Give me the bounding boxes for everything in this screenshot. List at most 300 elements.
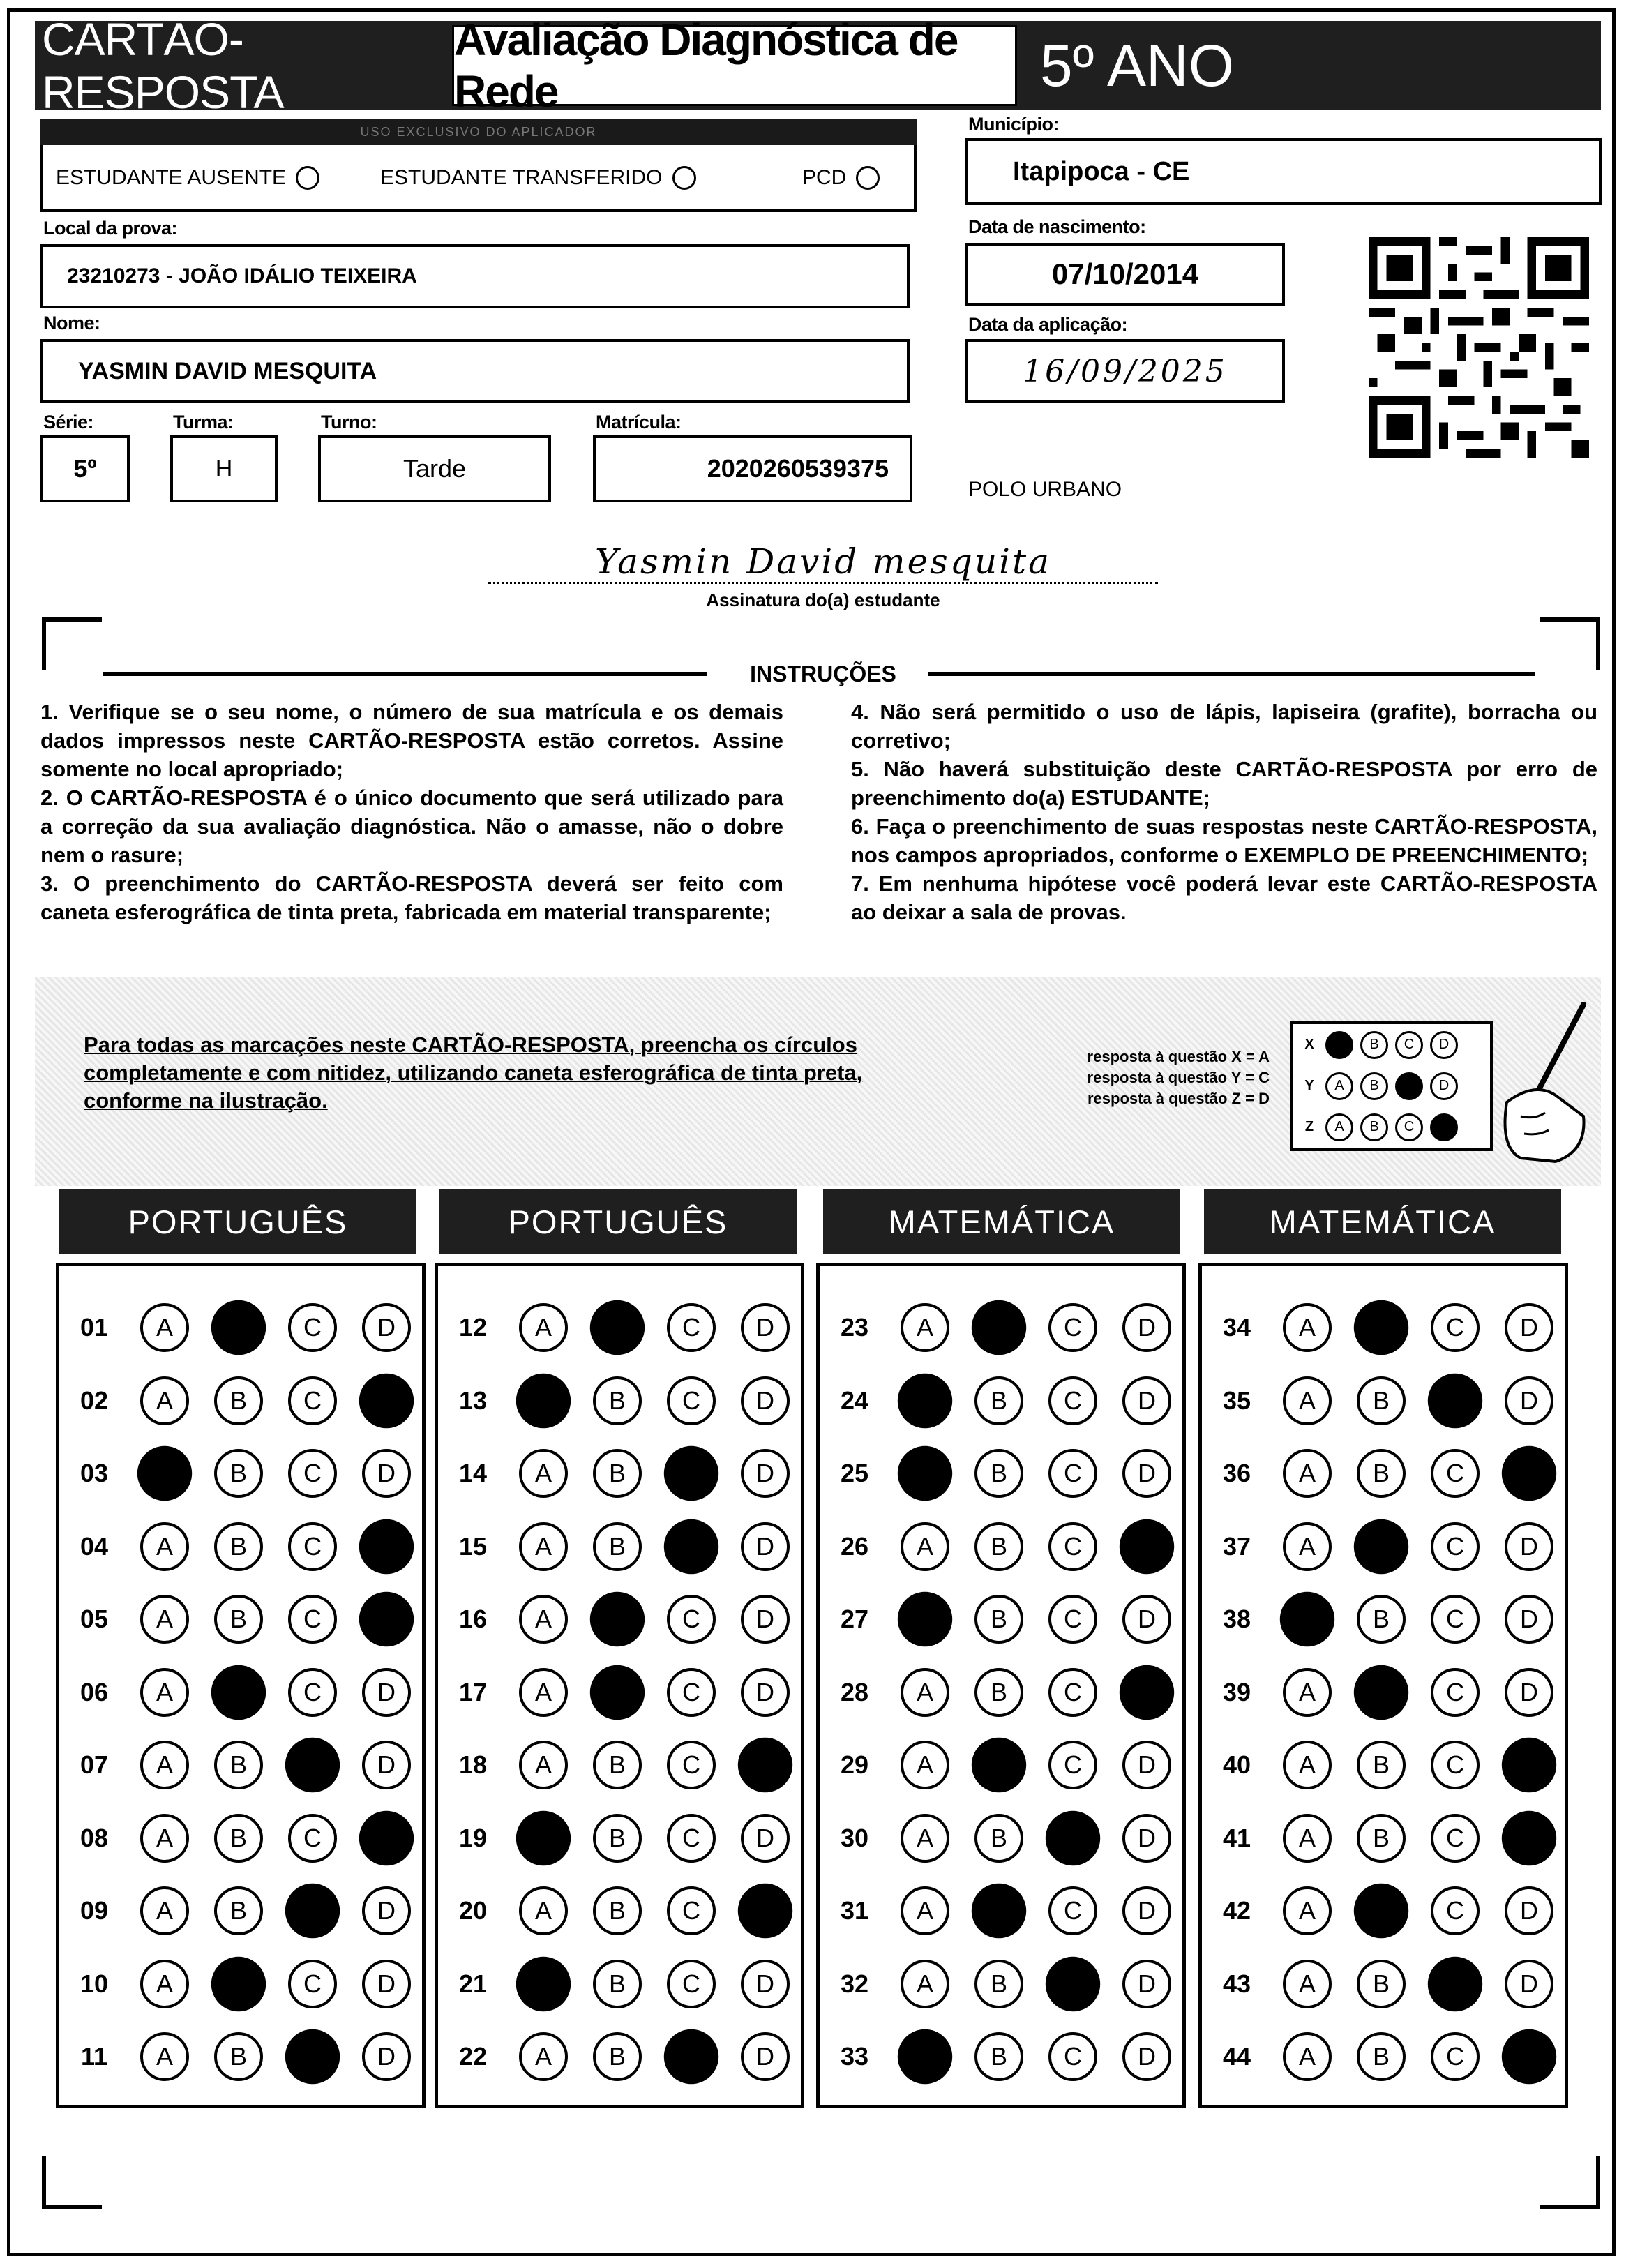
example-row-key: X xyxy=(1304,1037,1314,1052)
turma-field: H xyxy=(170,435,278,502)
answer-bubble-c[interactable]: C xyxy=(667,1741,716,1789)
answer-bubble-b[interactable]: B xyxy=(974,1960,1023,2008)
question-row xyxy=(834,1737,1171,1793)
example-legend-item: resposta à questão Y = C xyxy=(1087,1069,1270,1086)
answer-bubble-d[interactable]: D xyxy=(1502,1738,1556,1792)
answer-bubble-d[interactable]: D xyxy=(1122,1886,1171,1935)
answer-bubble-d[interactable]: D xyxy=(741,1668,790,1717)
answer-bubble-a[interactable]: A xyxy=(140,1741,189,1789)
answer-bubble-a[interactable]: A xyxy=(898,2029,952,2084)
answer-bubble-a[interactable]: A xyxy=(516,1373,571,1427)
answer-bubble-b[interactable]: B xyxy=(214,1886,263,1935)
answer-bubble-d[interactable]: D xyxy=(362,1303,411,1352)
question-row xyxy=(1216,2029,1553,2085)
question-row xyxy=(73,1810,411,1866)
question-number: 22 xyxy=(458,2042,488,2071)
answer-bubble-d[interactable]: D xyxy=(741,1376,790,1425)
absent-option[interactable] xyxy=(56,166,319,190)
answer-bubble-c[interactable]: C xyxy=(1431,1449,1480,1498)
instructions-title: INSTRUÇÕES xyxy=(750,661,896,686)
corner-bracket-tr xyxy=(1540,617,1600,670)
example-legend-item: resposta à questão Z = D xyxy=(1087,1090,1270,1107)
answer-bubble-c[interactable]: C xyxy=(664,1519,718,1573)
example-bubble: A xyxy=(1325,1072,1353,1100)
answer-bubble-c[interactable]: C xyxy=(664,2029,718,2084)
pcd-label: PCD xyxy=(802,166,847,189)
answer-bubble-b[interactable]: B xyxy=(1357,1449,1406,1498)
status-strip: USO EXCLUSIVO DO APLICADOR xyxy=(40,119,917,145)
question-number: 10 xyxy=(80,1969,109,1998)
answer-bubble-a[interactable]: A xyxy=(898,1373,952,1427)
answer-bubble-a[interactable]: A xyxy=(137,1446,192,1501)
question-number: 38 xyxy=(1222,1605,1251,1633)
instruction-item: 1. Verifique se o seu nome, o número de sua matrícula e os demais dados impressos neste CARTÃO-RESPOSTA estão corretos. Assine somente no local apropriado; xyxy=(40,700,783,781)
question-row xyxy=(834,1956,1171,2012)
answer-bubble-b[interactable]: B xyxy=(974,1595,1023,1644)
question-row xyxy=(452,1883,790,1939)
nome-label: Nome: xyxy=(43,313,100,333)
answer-bubble-a[interactable]: A xyxy=(1283,1522,1332,1571)
polo-label: POLO URBANO xyxy=(968,478,1122,501)
answer-bubble-a[interactable]: A xyxy=(1283,1449,1332,1498)
instruction-item: 7. Em nenhuma hipótese você poderá levar este CARTÃO-RESPOSTA ao deixar a sala de provas. xyxy=(851,871,1597,924)
instruction-item: 2. O CARTÃO-RESPOSTA é o único documento que será utilizado para a correção da sua avaliação diagnóstica. Não o amasse, não o dobre nem o rasure; xyxy=(40,786,783,867)
answer-bubble-d[interactable]: D xyxy=(1122,1376,1171,1425)
answer-bubble-c[interactable]: C xyxy=(288,1595,337,1644)
transferred-option[interactable] xyxy=(380,166,696,190)
answer-bubble-b[interactable]: B xyxy=(972,1884,1026,1938)
question-number: 42 xyxy=(1222,1896,1251,1925)
question-number: 13 xyxy=(458,1385,488,1415)
answer-bubble-d[interactable]: D xyxy=(1502,2029,1556,2084)
instruction-item: 5. Não haverá substituição deste CARTÃO-RESPOSTA por erro de preenchimento do(a) ESTUDANTE; xyxy=(851,757,1597,810)
answer-bubble-a[interactable]: A xyxy=(519,1668,568,1717)
answer-bubble-d[interactable]: D xyxy=(362,1449,411,1498)
instructions-rule-right xyxy=(928,672,1535,676)
section-answer-box xyxy=(56,1263,426,2108)
answer-bubble-b[interactable]: B xyxy=(214,1814,263,1863)
answer-bubble-a[interactable]: A xyxy=(140,1886,189,1935)
answer-bubble-d[interactable]: D xyxy=(741,1814,790,1863)
turma-label: Turma: xyxy=(173,412,234,433)
example-row-key: Z xyxy=(1304,1119,1314,1134)
answer-bubble-b[interactable]: B xyxy=(214,1449,263,1498)
question-row xyxy=(834,1300,1171,1355)
question-number: 07 xyxy=(80,1750,109,1779)
question-number: 34 xyxy=(1222,1313,1251,1342)
answer-bubble-c[interactable]: C xyxy=(667,1303,716,1352)
answer-bubble-c[interactable]: C xyxy=(1431,1595,1480,1644)
answer-bubble-a[interactable]: A xyxy=(1283,1376,1332,1425)
qr-code xyxy=(1369,237,1589,458)
answer-bubble-b[interactable]: B xyxy=(211,1300,266,1355)
answer-bubble-d[interactable]: D xyxy=(1122,1741,1171,1789)
question-row xyxy=(1216,1373,1553,1429)
answer-bubble-d[interactable]: D xyxy=(1120,1665,1174,1719)
question-number: 14 xyxy=(458,1459,488,1487)
answer-bubble-b[interactable]: B xyxy=(593,1886,642,1935)
answer-bubble-a[interactable]: A xyxy=(901,1522,949,1571)
answer-bubble-c[interactable]: C xyxy=(1428,1956,1482,2011)
answer-bubble-d[interactable]: D xyxy=(362,1960,411,2008)
answer-bubble-a[interactable]: A xyxy=(519,1303,568,1352)
question-number: 29 xyxy=(840,1750,869,1779)
answer-bubble-b[interactable]: B xyxy=(972,1300,1026,1355)
answer-bubble-c[interactable]: C xyxy=(1431,1522,1480,1571)
answer-bubble-a[interactable]: A xyxy=(1283,2032,1332,2081)
answer-bubble-c[interactable]: C xyxy=(1431,1303,1480,1352)
answer-bubble-a[interactable]: A xyxy=(898,1592,952,1646)
answer-bubble-c[interactable]: C xyxy=(667,1960,716,2008)
answer-bubble-b[interactable]: B xyxy=(593,1522,642,1571)
question-number: 01 xyxy=(80,1313,109,1342)
answer-bubble-b[interactable]: B xyxy=(1354,1300,1408,1355)
grade-label: 5º ANO xyxy=(1039,32,1235,98)
signature-label: Assinatura do(a) estudante xyxy=(706,589,940,610)
answer-bubble-c[interactable]: C xyxy=(1431,1668,1480,1717)
answer-bubble-b[interactable]: B xyxy=(593,1741,642,1789)
answer-bubble-c[interactable]: C xyxy=(288,1303,337,1352)
answer-bubble-c[interactable]: C xyxy=(667,1886,716,1935)
answer-bubble-a[interactable]: A xyxy=(140,1303,189,1352)
question-row xyxy=(452,1810,790,1866)
answer-bubble-c[interactable]: C xyxy=(285,1738,340,1792)
answer-bubble-d[interactable]: D xyxy=(1122,1303,1171,1352)
question-number: 24 xyxy=(840,1385,869,1415)
answer-bubble-d[interactable]: D xyxy=(741,2032,790,2081)
answer-bubble-b[interactable]: B xyxy=(593,1814,642,1863)
answer-bubble-b[interactable]: B xyxy=(1357,1741,1406,1789)
answer-bubble-d[interactable]: D xyxy=(1122,1960,1171,2008)
answer-bubble-c[interactable]: C xyxy=(667,1668,716,1717)
pcd-bubble[interactable] xyxy=(856,166,880,190)
answer-bubble-d[interactable]: D xyxy=(359,1373,414,1427)
matricula-label: Matrícula: xyxy=(596,412,682,433)
answer-bubble-a[interactable]: A xyxy=(516,1956,571,2011)
answer-bubble-b[interactable]: B xyxy=(972,1738,1026,1792)
section-answer-box xyxy=(816,1263,1186,2108)
municipio-field: Itapipoca - CE xyxy=(965,138,1602,205)
example-bubble: B xyxy=(1360,1072,1388,1100)
transferred-label: ESTUDANTE TRANSFERIDO xyxy=(380,166,663,189)
answer-bubble-a[interactable]: A xyxy=(901,1668,949,1717)
answer-bubble-b[interactable]: B xyxy=(1357,1376,1406,1425)
answer-bubble-b[interactable]: B xyxy=(974,1668,1023,1717)
section-header: MATEMÁTICA xyxy=(1204,1189,1561,1254)
answer-bubble-b[interactable]: B xyxy=(590,1592,645,1646)
question-number: 19 xyxy=(458,1823,488,1852)
question-row xyxy=(834,1591,1171,1647)
answer-bubble-b[interactable]: B xyxy=(590,1300,645,1355)
answer-bubble-a[interactable]: A xyxy=(1283,1303,1332,1352)
answer-bubble-d[interactable]: D xyxy=(1502,1446,1556,1501)
answer-bubble-c[interactable]: C xyxy=(1048,1741,1097,1789)
question-number: 18 xyxy=(458,1750,488,1779)
answer-bubble-b[interactable]: B xyxy=(1357,1814,1406,1863)
answer-bubble-b[interactable]: B xyxy=(1354,1665,1408,1719)
example-row xyxy=(1293,1024,1490,1065)
corner-bracket-tl xyxy=(42,617,102,670)
instruction-item: 3. O preenchimento do CARTÃO-RESPOSTA deverá ser feito com caneta esferográfica de tinta preta, fabricada em material transparente; xyxy=(40,871,783,924)
question-number: 27 xyxy=(840,1605,869,1633)
answer-bubble-b[interactable]: B xyxy=(974,1814,1023,1863)
answer-bubble-c[interactable]: C xyxy=(1048,1595,1097,1644)
answer-bubble-a[interactable]: A xyxy=(140,1960,189,2008)
answer-bubble-d[interactable]: D xyxy=(1122,1449,1171,1498)
answer-bubble-a[interactable]: A xyxy=(1280,1592,1334,1646)
answer-bubble-d[interactable]: D xyxy=(362,1741,411,1789)
question-number: 35 xyxy=(1222,1385,1251,1415)
turno-label: Turno: xyxy=(321,412,377,433)
exam-title: Avaliação Diagnóstica de Rede xyxy=(452,25,1017,106)
example-bubble: B xyxy=(1360,1113,1388,1141)
answer-bubble-b[interactable]: B xyxy=(1357,1595,1406,1644)
answer-bubble-c[interactable]: C xyxy=(1048,1522,1097,1571)
answer-bubble-c[interactable]: C xyxy=(288,1960,337,2008)
question-number: 44 xyxy=(1222,2042,1251,2071)
answer-bubble-a[interactable]: A xyxy=(519,1595,568,1644)
question-row xyxy=(73,1956,411,2012)
corner-bracket-br xyxy=(1540,2156,1600,2209)
answer-bubble-b[interactable]: B xyxy=(214,2032,263,2081)
answer-bubble-a[interactable]: A xyxy=(1283,1960,1332,2008)
answer-bubble-d[interactable]: D xyxy=(738,1738,792,1792)
answer-bubble-d[interactable]: D xyxy=(741,1449,790,1498)
question-number: 37 xyxy=(1222,1531,1251,1561)
instructions-rule-left xyxy=(103,672,707,676)
example-bubble: A xyxy=(1325,1113,1353,1141)
question-number: 32 xyxy=(840,1969,869,1998)
answer-bubble-a[interactable]: A xyxy=(140,1376,189,1425)
serie-label: Série: xyxy=(43,412,94,433)
answer-bubble-c[interactable]: C xyxy=(667,1814,716,1863)
answer-bubble-d[interactable]: D xyxy=(741,1303,790,1352)
question-number: 36 xyxy=(1222,1459,1251,1487)
answer-bubble-d[interactable]: D xyxy=(362,1668,411,1717)
answer-bubble-c[interactable]: C xyxy=(288,1668,337,1717)
answer-bubble-b[interactable]: B xyxy=(214,1595,263,1644)
question-number: 25 xyxy=(840,1459,869,1487)
answer-bubble-d[interactable]: D xyxy=(1505,1376,1553,1425)
absent-bubble[interactable] xyxy=(296,166,319,190)
question-row xyxy=(834,1445,1171,1501)
question-row xyxy=(73,1519,411,1575)
example-bubble: D xyxy=(1430,1113,1458,1141)
question-row xyxy=(73,1883,411,1939)
answer-bubble-c[interactable]: C xyxy=(667,1595,716,1644)
section-answer-box xyxy=(1198,1263,1568,2108)
section-header: MATEMÁTICA xyxy=(823,1189,1180,1254)
answer-bubble-b[interactable]: B xyxy=(1357,2032,1406,2081)
local-label: Local da prova: xyxy=(43,218,178,239)
question-number: 28 xyxy=(840,1677,869,1706)
question-row xyxy=(834,1810,1171,1866)
answer-bubble-b[interactable]: B xyxy=(214,1376,263,1425)
answer-bubble-c[interactable]: C xyxy=(1048,1449,1097,1498)
answer-bubble-d[interactable]: D xyxy=(362,2032,411,2081)
answer-bubble-c[interactable]: C xyxy=(664,1446,718,1501)
answer-bubble-a[interactable]: A xyxy=(898,1446,952,1501)
answer-bubble-d[interactable]: D xyxy=(1505,1303,1553,1352)
section-answer-box xyxy=(435,1263,804,2108)
answer-bubble-b[interactable]: B xyxy=(211,1665,266,1719)
answer-bubble-a[interactable]: A xyxy=(519,1522,568,1571)
answer-bubble-a[interactable]: A xyxy=(140,2032,189,2081)
answer-bubble-c[interactable]: C xyxy=(1431,2032,1480,2081)
answer-bubble-a[interactable]: A xyxy=(901,1960,949,2008)
example-row-key: Y xyxy=(1304,1078,1314,1093)
answer-bubble-c[interactable]: C xyxy=(1431,1814,1480,1863)
question-row xyxy=(452,1956,790,2012)
question-number: 43 xyxy=(1222,1969,1251,1998)
question-row xyxy=(452,1665,790,1720)
answer-bubble-b[interactable]: B xyxy=(214,1522,263,1571)
answer-bubble-d[interactable]: D xyxy=(1505,1886,1553,1935)
signature: Yasmin David mesquita xyxy=(488,537,1158,584)
pcd-option[interactable] xyxy=(802,166,880,190)
question-row xyxy=(1216,1445,1553,1501)
answer-bubble-c[interactable]: C xyxy=(288,1449,337,1498)
question-row xyxy=(834,2029,1171,2085)
question-number: 02 xyxy=(80,1385,109,1415)
matricula-field: 2020260539375 xyxy=(593,435,912,502)
answer-bubble-c[interactable]: C xyxy=(1048,1376,1097,1425)
answer-bubble-b[interactable]: B xyxy=(1354,1884,1408,1938)
nome-field: YASMIN DAVID MESQUITA xyxy=(40,339,910,403)
aplicacao-label: Data da aplicação: xyxy=(968,314,1128,335)
answer-bubble-b[interactable]: B xyxy=(593,1960,642,2008)
answer-bubble-c[interactable]: C xyxy=(288,1376,337,1425)
question-number: 12 xyxy=(458,1313,488,1342)
answer-bubble-a[interactable]: A xyxy=(519,2032,568,2081)
answer-bubble-a[interactable]: A xyxy=(901,1814,949,1863)
question-row xyxy=(1216,1591,1553,1647)
answer-bubble-d[interactable]: D xyxy=(1122,1595,1171,1644)
answer-bubble-d[interactable]: D xyxy=(741,1595,790,1644)
question-number: 39 xyxy=(1222,1677,1251,1706)
answer-bubble-d[interactable]: D xyxy=(738,1884,792,1938)
answer-bubble-b[interactable]: B xyxy=(593,1376,642,1425)
question-row xyxy=(452,2029,790,2085)
answer-bubble-a[interactable]: A xyxy=(519,1741,568,1789)
answer-bubble-c[interactable]: C xyxy=(288,1814,337,1863)
nascimento-field: 07/10/2014 xyxy=(965,243,1285,306)
answer-bubble-c[interactable]: C xyxy=(1046,1810,1100,1865)
answer-bubble-c[interactable]: C xyxy=(288,1522,337,1571)
answer-bubble-a[interactable]: A xyxy=(140,1668,189,1717)
question-row xyxy=(73,2029,411,2085)
question-number: 11 xyxy=(80,2042,108,2071)
answer-bubble-d[interactable]: D xyxy=(1502,1810,1556,1865)
answer-bubble-c[interactable]: C xyxy=(285,1884,340,1938)
answer-bubble-c[interactable]: C xyxy=(1048,1668,1097,1717)
answer-bubble-a[interactable]: A xyxy=(519,1886,568,1935)
answer-bubble-a[interactable]: A xyxy=(140,1522,189,1571)
answer-bubble-d[interactable]: D xyxy=(1120,1519,1174,1573)
local-field: 23210273 - JOÃO IDÁLIO TEIXEIRA xyxy=(40,244,910,308)
answer-bubble-a[interactable]: A xyxy=(1283,1741,1332,1789)
answer-bubble-c[interactable]: C xyxy=(1046,1956,1100,2011)
question-row xyxy=(1216,1665,1553,1720)
answer-bubble-b[interactable]: B xyxy=(1357,1960,1406,2008)
example-bubble: D xyxy=(1430,1031,1458,1059)
answer-bubble-d[interactable]: D xyxy=(1122,2032,1171,2081)
answer-bubble-d[interactable]: D xyxy=(741,1522,790,1571)
example-grid xyxy=(1290,1021,1493,1151)
answer-bubble-d[interactable]: D xyxy=(359,1810,414,1865)
answer-bubble-a[interactable]: A xyxy=(1283,1814,1332,1863)
answer-bubble-b[interactable]: B xyxy=(593,2032,642,2081)
answer-bubble-a[interactable]: A xyxy=(901,1886,949,1935)
answer-bubble-b[interactable]: B xyxy=(974,1522,1023,1571)
answer-bubble-a[interactable]: A xyxy=(901,1741,949,1789)
answer-bubble-c[interactable]: C xyxy=(1048,1303,1097,1352)
municipio-label: Município: xyxy=(968,114,1059,135)
answer-bubble-b[interactable]: B xyxy=(211,1956,266,2011)
answer-bubble-b[interactable]: B xyxy=(974,2032,1023,2081)
answer-bubble-d[interactable]: D xyxy=(359,1519,414,1573)
answer-bubble-c[interactable]: C xyxy=(1431,1741,1480,1789)
answer-bubble-a[interactable]: A xyxy=(140,1814,189,1863)
answer-bubble-c[interactable]: C xyxy=(1048,1886,1097,1935)
answer-bubble-b[interactable]: B xyxy=(974,1376,1023,1425)
answer-bubble-a[interactable]: A xyxy=(519,1449,568,1498)
answer-bubble-b[interactable]: B xyxy=(1354,1519,1408,1573)
question-row xyxy=(73,1665,411,1720)
answer-bubble-b[interactable]: B xyxy=(593,1449,642,1498)
answer-bubble-a[interactable]: A xyxy=(901,1303,949,1352)
example-bubble: C xyxy=(1395,1031,1423,1059)
answer-bubble-d[interactable]: D xyxy=(1505,1595,1553,1644)
answer-bubble-b[interactable]: B xyxy=(974,1449,1023,1498)
answer-bubble-a[interactable]: A xyxy=(140,1595,189,1644)
answer-bubble-c[interactable]: C xyxy=(1431,1886,1480,1935)
question-row xyxy=(1216,1956,1553,2012)
question-number: 30 xyxy=(840,1823,869,1852)
answer-bubble-c[interactable]: C xyxy=(1428,1373,1482,1427)
serie-field: 5º xyxy=(40,435,130,502)
question-row xyxy=(73,1445,411,1501)
question-row xyxy=(73,1300,411,1355)
answer-bubble-d[interactable]: D xyxy=(359,1592,414,1646)
answer-bubble-c[interactable]: C xyxy=(667,1376,716,1425)
answer-bubble-b[interactable]: B xyxy=(590,1665,645,1719)
question-number: 08 xyxy=(80,1823,109,1852)
answer-bubble-d[interactable]: D xyxy=(1505,1522,1553,1571)
question-row xyxy=(452,1445,790,1501)
answer-bubble-d[interactable]: D xyxy=(1505,1960,1553,2008)
question-number: 06 xyxy=(80,1677,109,1706)
example-bubble: D xyxy=(1430,1072,1458,1100)
answer-bubble-d[interactable]: D xyxy=(1122,1814,1171,1863)
answer-bubble-a[interactable]: A xyxy=(516,1810,571,1865)
answer-bubble-b[interactable]: B xyxy=(214,1741,263,1789)
question-number: 40 xyxy=(1222,1750,1251,1779)
answer-bubble-c[interactable]: C xyxy=(285,2029,340,2084)
answer-bubble-a[interactable]: A xyxy=(1283,1886,1332,1935)
example-legend-item: resposta à questão X = A xyxy=(1087,1048,1270,1065)
transferred-bubble[interactable] xyxy=(672,166,696,190)
example-row xyxy=(1293,1106,1490,1148)
instructions-right xyxy=(851,698,1597,926)
question-number: 16 xyxy=(458,1605,488,1633)
answer-bubble-a[interactable]: A xyxy=(1283,1668,1332,1717)
answer-bubble-d[interactable]: D xyxy=(1505,1668,1553,1717)
answer-bubble-d[interactable]: D xyxy=(741,1960,790,2008)
answer-bubble-d[interactable]: D xyxy=(362,1886,411,1935)
aplicacao-field: 16/09/2025 xyxy=(965,339,1285,403)
answer-bubble-c[interactable]: C xyxy=(1048,2032,1097,2081)
